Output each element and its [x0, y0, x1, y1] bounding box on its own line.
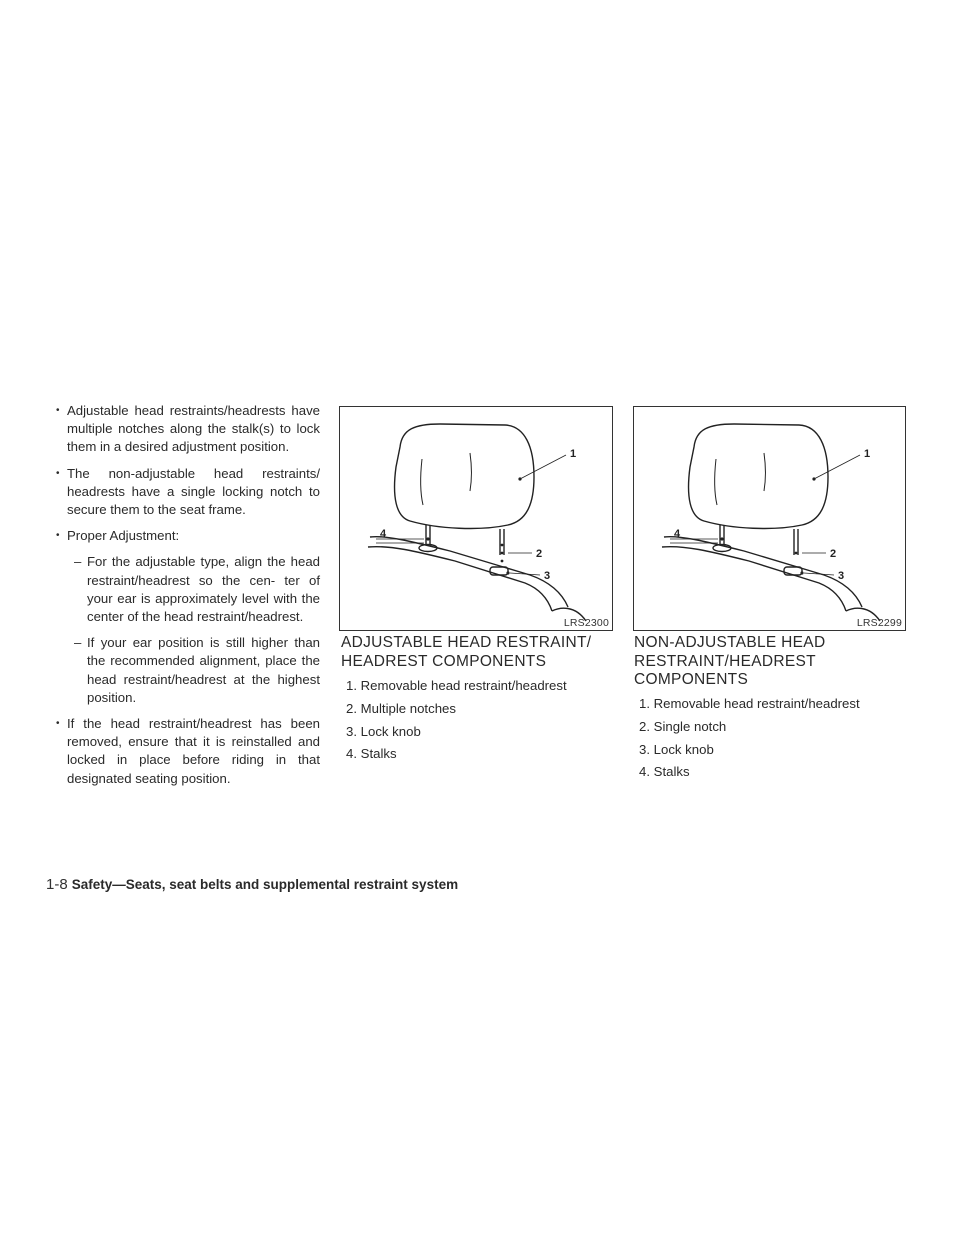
callout-2: 2	[536, 548, 543, 560]
list-item: 1. Removable head restraint/headrest	[346, 678, 567, 693]
adjustable-components-list	[346, 677, 567, 768]
sub-bullet-adjustable-type: – For the adjustable type, align the head restraint/headrest so the cen- ter of your ear is approximately level with the center of the head restraint/headrest.	[56, 553, 320, 626]
heading-adjustable-components: ADJUSTABLE HEAD RESTRAINT/ HEADREST COMPONENTS	[341, 634, 592, 670]
list-item: 3. Lock knob	[639, 741, 714, 757]
bullet-non-adjustable-notch: • The non-adjustable head restraints/ headrests have a single locking notch to secure them to the seat frame.	[56, 465, 320, 520]
sub-bullet-ear-position: – If your ear position is still higher than the recommended alignment, place the head restraint/headrest at the highest position.	[56, 634, 320, 707]
list-item: 2. Single notch	[639, 718, 727, 734]
list-item: 1. Removable head restraint/headrest	[639, 696, 860, 711]
page-footer	[46, 876, 458, 894]
list-item: 4. Stalks	[346, 746, 397, 762]
list-item: 3. Lock knob	[346, 723, 421, 739]
adjustable-head-restraint-illustration	[340, 407, 612, 630]
figure-adjustable-head-restraint	[339, 406, 613, 631]
callout-2: 2	[830, 548, 837, 560]
bullet-adjustable-notches: • Adjustable head restraints/headrests have multiple notches along the stalk(s) to lock them in a desired adjustment position.	[56, 402, 320, 457]
list-item: 4. Stalks	[639, 764, 690, 780]
callout-4: 4	[380, 528, 387, 540]
callout-4: 4	[674, 528, 681, 540]
section-title: Safety—Seats, seat belts and supplemental restraint system	[71, 877, 459, 892]
callout-3: 3	[544, 570, 551, 582]
heading-non-adjustable-components: NON-ADJUSTABLE HEAD RESTRAINT/HEADREST COMPONENTS	[634, 634, 826, 688]
list-item: 2. Multiple notches	[346, 700, 456, 716]
bullet-reinstall: • If the head restraint/headrest has been removed, ensure that it is reinstalled and locked in place before riding in that designated seating position.	[56, 715, 320, 788]
figure-code: LRS2299	[856, 617, 902, 629]
figure-code: LRS2300	[563, 617, 609, 629]
page-number: 1-8	[46, 876, 68, 893]
left-column	[56, 402, 320, 796]
callout-1: 1	[864, 448, 871, 460]
callout-3: 3	[838, 570, 845, 582]
callout-1: 1	[570, 448, 577, 460]
non-adjustable-components-list	[639, 695, 860, 786]
non-adjustable-head-restraint-illustration	[634, 407, 905, 630]
bullet-proper-adjustment: • Proper Adjustment:	[56, 527, 320, 545]
figure-non-adjustable-head-restraint	[633, 406, 906, 631]
